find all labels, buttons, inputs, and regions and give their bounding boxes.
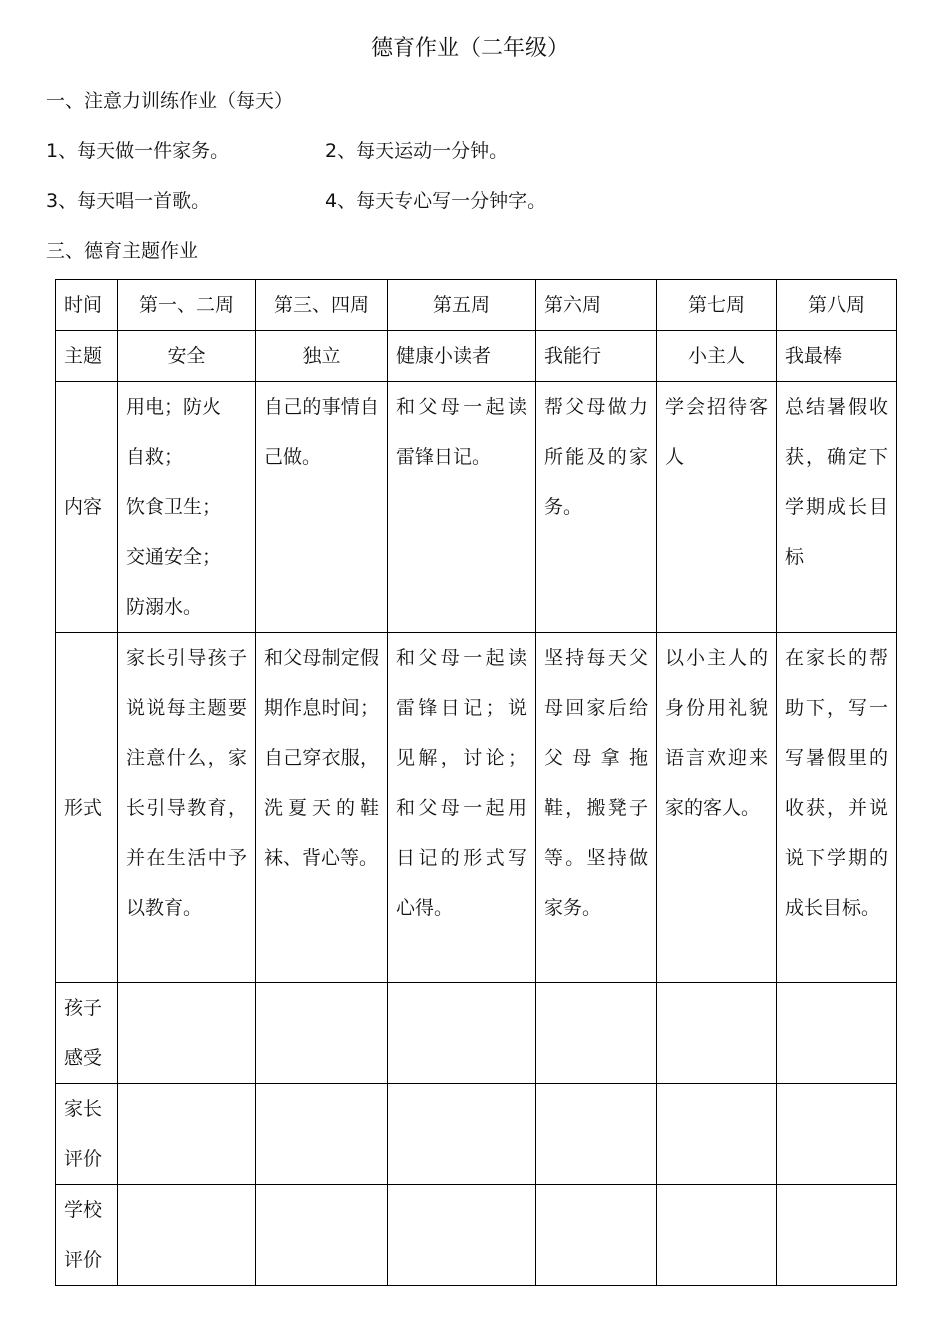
- content-cell: [777, 382, 897, 633]
- week-header: 第五周: [388, 280, 536, 331]
- parent-evaluation-row: [56, 1084, 897, 1185]
- row-label-school: [56, 1185, 118, 1286]
- week-header-row: [56, 280, 897, 331]
- week-header: 第六周: [536, 280, 657, 331]
- form-cell: [657, 633, 777, 983]
- school-evaluation-row: [56, 1185, 897, 1286]
- parent-evaluation-cell[interactable]: [536, 1084, 657, 1185]
- child-feeling-cell[interactable]: [657, 983, 777, 1084]
- form-text: 家长引导孩子说说每主题要注意什么，家长引导教育，并在生活中予以教育。: [126, 647, 247, 919]
- content-text: 和父母一起读雷锋日记。: [396, 396, 527, 468]
- daily-task-1: 1、每天做一件家务。: [46, 140, 230, 162]
- parent-evaluation-cell[interactable]: [118, 1084, 256, 1185]
- child-feeling-cell[interactable]: [256, 983, 388, 1084]
- week-header: 第三、四周: [256, 280, 388, 331]
- parent-evaluation-cell[interactable]: [777, 1084, 897, 1185]
- form-cell: [536, 633, 657, 983]
- theme-cell: 健康小读者: [388, 331, 536, 382]
- row-label-school-text: 学校 评价: [64, 1199, 103, 1271]
- school-evaluation-cell[interactable]: [388, 1185, 536, 1286]
- school-evaluation-cell[interactable]: [118, 1185, 256, 1286]
- week-header: 第一、二周: [118, 280, 256, 331]
- daily-task-2: 2、每天运动一分钟。: [325, 140, 509, 162]
- parent-evaluation-cell[interactable]: [657, 1084, 777, 1185]
- school-evaluation-cell[interactable]: [256, 1185, 388, 1286]
- form-text: 在家长的帮助下，写一写暑假里的收获，并说说下学期的成长目标。: [785, 647, 888, 919]
- form-row: [56, 633, 897, 983]
- child-feeling-row: [56, 983, 897, 1084]
- content-cell: [256, 382, 388, 633]
- theme-cell: 安全: [118, 331, 256, 382]
- moral-education-table: [55, 279, 897, 1286]
- content-cell: [388, 382, 536, 633]
- form-text: 坚持每天父母回家后给父母拿拖鞋，搬凳子等。坚持做家务。: [544, 647, 648, 919]
- daily-task-3: 3、每天唱一首歌。: [46, 190, 211, 212]
- child-feeling-cell[interactable]: [536, 983, 657, 1084]
- child-feeling-cell[interactable]: [118, 983, 256, 1084]
- child-feeling-cell[interactable]: [388, 983, 536, 1084]
- daily-tasks-row-1: [46, 136, 509, 166]
- theme-cell: 独立: [256, 331, 388, 382]
- content-cell: [118, 382, 256, 633]
- row-label-content: 内容: [56, 382, 118, 633]
- row-label-parent: [56, 1084, 118, 1185]
- content-text: 帮父母做力所能及的家务。: [544, 396, 648, 518]
- content-text: 总结暑假收获，确定下学期成长目标: [785, 396, 888, 568]
- week-header: 第七周: [657, 280, 777, 331]
- document-title: 德育作业（二年级）: [370, 36, 569, 61]
- form-text: 和父母一起读雷锋日记；说见解，讨论；和父母一起用日记的形式写心得。: [396, 647, 527, 919]
- week-header: 第八周: [777, 280, 897, 331]
- form-text: 以小主人的身份用礼貌语言欢迎来家的客人。: [665, 647, 768, 819]
- theme-cell: 小主人: [657, 331, 777, 382]
- parent-evaluation-cell[interactable]: [256, 1084, 388, 1185]
- row-label-time: 时间: [56, 280, 118, 331]
- theme-cell: 我最棒: [777, 331, 897, 382]
- theme-cell: 我能行: [536, 331, 657, 382]
- school-evaluation-cell[interactable]: [536, 1185, 657, 1286]
- section-1-heading: 一、注意力训练作业（每天）: [46, 90, 294, 112]
- school-evaluation-cell[interactable]: [657, 1185, 777, 1286]
- form-text: 和父母制定假期作息时间；自己穿衣服，洗夏天的鞋袜、背心等。: [264, 647, 379, 869]
- content-text: 用电；防火 自救； 饮食卫生； 交通安全； 防溺水。: [126, 396, 222, 618]
- content-cell: [536, 382, 657, 633]
- section-3-heading: 三、德育主题作业: [46, 240, 199, 262]
- daily-tasks-row-2: [46, 186, 547, 216]
- row-label-child: [56, 983, 118, 1084]
- school-evaluation-cell[interactable]: [777, 1185, 897, 1286]
- theme-row: [56, 331, 897, 382]
- content-text: 自己的事情自己做。: [264, 396, 379, 468]
- content-row: [56, 382, 897, 633]
- content-text: 学会招待客人: [665, 396, 768, 468]
- form-cell: [777, 633, 897, 983]
- row-label-form: 形式: [56, 633, 118, 983]
- parent-evaluation-cell[interactable]: [388, 1084, 536, 1185]
- row-label-parent-text: 家长 评价: [64, 1098, 103, 1170]
- form-cell: [388, 633, 536, 983]
- content-cell: [657, 382, 777, 633]
- form-cell: [256, 633, 388, 983]
- row-label-child-text: 孩子 感受: [64, 997, 103, 1069]
- row-label-theme: 主题: [56, 331, 118, 382]
- form-cell: [118, 633, 256, 983]
- child-feeling-cell[interactable]: [777, 983, 897, 1084]
- daily-task-4: 4、每天专心写一分钟字。: [325, 190, 547, 212]
